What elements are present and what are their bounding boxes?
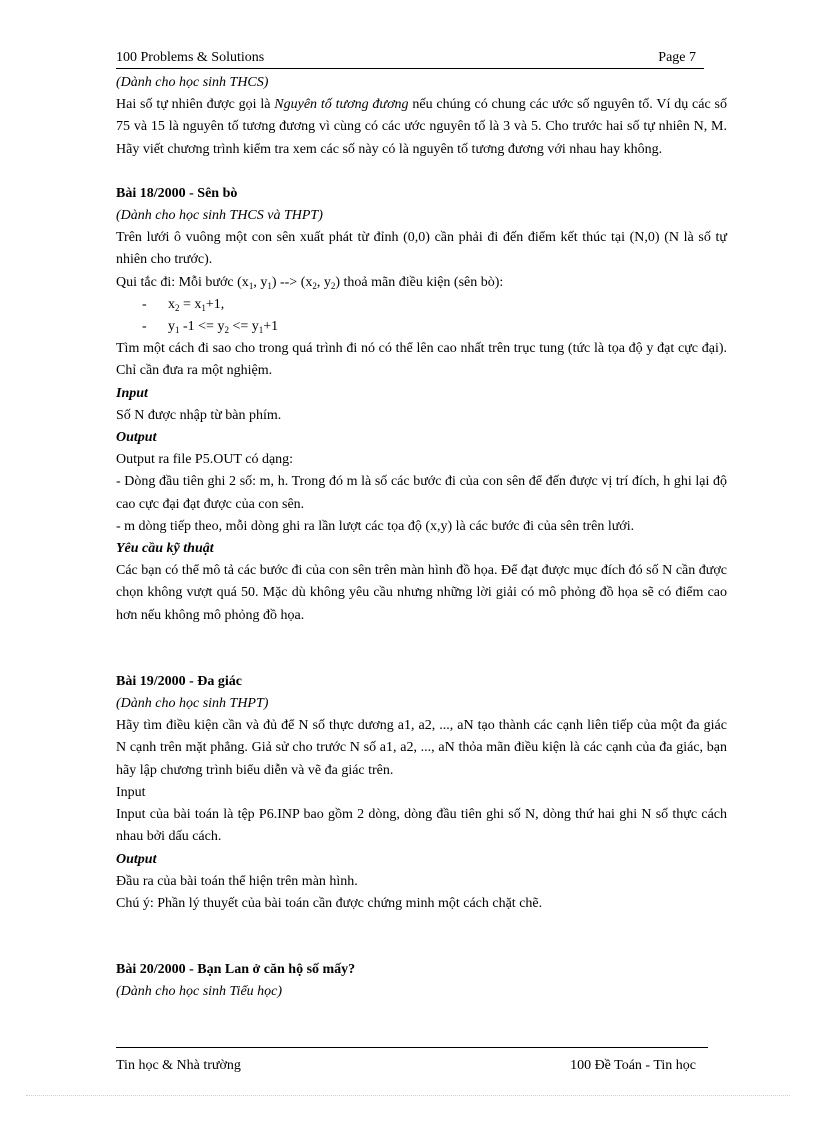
footer-left: Tin học & Nhà trường: [116, 1058, 241, 1073]
problem-19-input-text: Input của bài toán là tệp P6.INP bao gồm 2 dòng, dòng đầu tiên ghi số N, dòng thứ hai ghi N số thực cách nhau bởi dấu cách.: [116, 807, 727, 845]
header-page-number: Page 7: [658, 50, 696, 65]
intro-paragraph: Hai số tự nhiên được gọi là Nguyên tố tương đương nếu chúng có chung các ước số nguyên tố. Ví dụ các số 75 và 15 là nguyên tố tương đương vì cùng có các ước nguyên tố là 3 và 5. Cho trước hai số tự nhiên N, M. Hãy viết chương trình kiểm tra xem các số này có là nguyên tố tương đương với nhau hay không.: [116, 97, 727, 157]
problem-18-output-line-2: - Dòng đầu tiên ghi 2 số: m, h. Trong đó m là số các bước đi của con sên để đến được vị trí đích, h ghi lại độ cao cực đại đạt được của con sên.: [116, 474, 727, 512]
problem-18-goal: Tìm một cách đi sao cho trong quá trình đi nó có thể lên cao nhất trên trục tung (tức là tọa độ y đạt cực đại). Chỉ cần đưa ra một nghiệm.: [116, 341, 727, 379]
problem-19-output-heading: Output: [116, 851, 157, 867]
header-title: 100 Problems & Solutions: [116, 50, 265, 65]
problem-18-title: Bài 18/2000 - Sên bò: [116, 185, 238, 201]
intro-term: Nguyên tố tương đương: [274, 97, 409, 113]
problem-18-output-heading: Output: [116, 430, 157, 446]
problem-18-input-text: Số N được nhập từ bàn phím.: [116, 407, 282, 423]
problem-18-output-line-1: Output ra file P5.OUT có dạng:: [116, 452, 294, 468]
problem-19-title: Bài 19/2000 - Đa giác: [116, 673, 242, 689]
problem-18-description: Trên lưới ô vuông một con sên xuất phát từ đỉnh (0,0) cần phải đi đến điểm kết thúc tại (N,0) (N là số tự nhiên cho trước).: [116, 230, 727, 268]
problem-20-title: Bài 20/2000 - Bạn Lan ở căn hộ số mấy?: [116, 962, 356, 978]
footer-right: 100 Đề Toán - Tin học: [570, 1058, 696, 1073]
problem-18-condition-2: - $y_1$ $-1 <= y_2 <= y_1+1$: [142, 319, 279, 336]
problem-18-requirements-heading: Yêu cầu kỹ thuật: [116, 541, 214, 557]
problem-19-description: Hãy tìm điều kiện cần và đủ để N số thực dương a1, a2, ..., aN tạo thành các cạnh liên tiếp của một đa giác N cạnh trên mặt phẳng. Giả sử cho trước N số a1, a2, ..., aN thỏa mãn điều kiện là các cạnh của đa giác, bạn hãy lập chương trình biểu diễn và vẽ đa giác trên.: [116, 718, 727, 778]
footer-divider: [116, 1047, 708, 1048]
page-content: [116, 72, 727, 1004]
page-edge-divider: [26, 1095, 790, 1096]
page-header: [116, 50, 704, 69]
problem-19-audience: (Dành cho học sinh THPT): [116, 696, 269, 712]
problem-19-note: Chú ý: Phần lý thuyết của bài toán cần được chứng minh một cách chặt chẽ.: [116, 895, 543, 911]
problem-18-rule: Qui tắc đi: Mỗi bước ($x_1$, $y_1$) --> ($x_2$, $y_2$) thoả mãn điều kiện (sên bò):: [116, 274, 504, 291]
problem-20-audience: (Dành cho học sinh Tiểu học): [116, 984, 283, 1000]
problem-18-input-heading: Input: [116, 385, 148, 401]
intro-audience: (Dành cho học sinh THCS): [116, 75, 269, 90]
problem-18-output-line-3: - m dòng tiếp theo, mỗi dòng ghi ra lần lượt các tọa độ (x,y) là các bước đi của sên trên lưới.: [116, 518, 635, 534]
problem-18-condition-1: - $x_2 = x_1+1$,: [142, 296, 225, 313]
problem-19-output-text: Đầu ra của bài toán thể hiện trên màn hình.: [116, 873, 358, 889]
problem-19-input-heading: Input: [116, 784, 146, 800]
problem-18-requirements-text: Các bạn có thể mô tả các bước đi của con sên trên màn hình đồ họa. Để đạt được mục đích đó số N cần được chọn không vượt quá 50. Mặc dù không yêu cầu nhưng những lời giải có mô phỏng đồ họa sẽ có điểm cao hơn nếu không mô phỏng đồ họa.: [116, 563, 727, 623]
problem-18-audience: (Dành cho học sinh THCS và THPT): [116, 208, 323, 224]
